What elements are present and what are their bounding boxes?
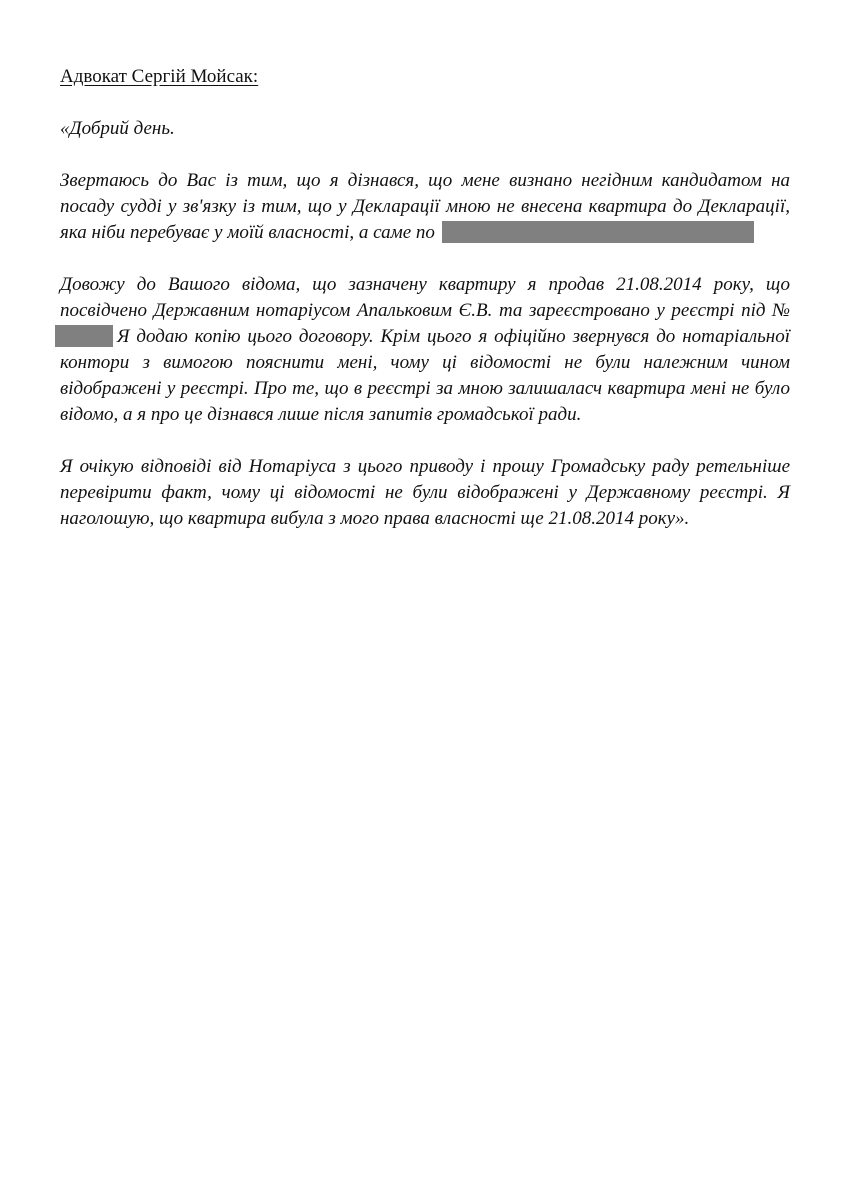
document-heading: Адвокат Сергій Мойсак: — [60, 66, 259, 87]
greeting-paragraph: «Добрий день. — [60, 118, 175, 139]
paragraph-sale-text-1: Довожу до Вашого відома, що зазначену квартиру я продав 21.08.2014 року, що посвідчено Державним нотаріусом Апальковим Є.В. та зареєстровано у реєстрі під № — [60, 274, 790, 321]
document-body — [60, 64, 790, 558]
paragraph-sale-text-2: Я додаю копію цього договору. Крім цього я офіційно звернувся до нотаріальної контори з вимогою пояснити мені, чому ці відомості не були належним чином відображені у реєстрі. Про те, що в реєстрі за мною залишаласч квартира мені не було відомо, а я про це дізнався лише після запитів громадської ради. — [60, 326, 790, 425]
paragraph-request: Я очікую відповіді від Нотаріуса з цього приводу і прошу Громадську раду ретельніше перевірити факт, чому ці відомості не були відображені у Державному реєстрі. Я наголошую, що квартира вибула з мого права власності ще 21.08.2014 року». — [60, 456, 790, 529]
redacted-address-block — [442, 221, 754, 243]
paragraph-declaration — [60, 168, 790, 246]
redacted-registry-number-block — [55, 325, 113, 347]
paragraph-declaration-text: Звертаюсь до Вас із тим, що я дізнався, що мене визнано негідним кандидатом на посаду судді у зв'язку із тим, що у Декларації мною не внесена квартира до Декларації, яка ніби перебуває у моїй власності, а саме по — [60, 170, 790, 243]
paragraph-sale — [60, 272, 790, 428]
